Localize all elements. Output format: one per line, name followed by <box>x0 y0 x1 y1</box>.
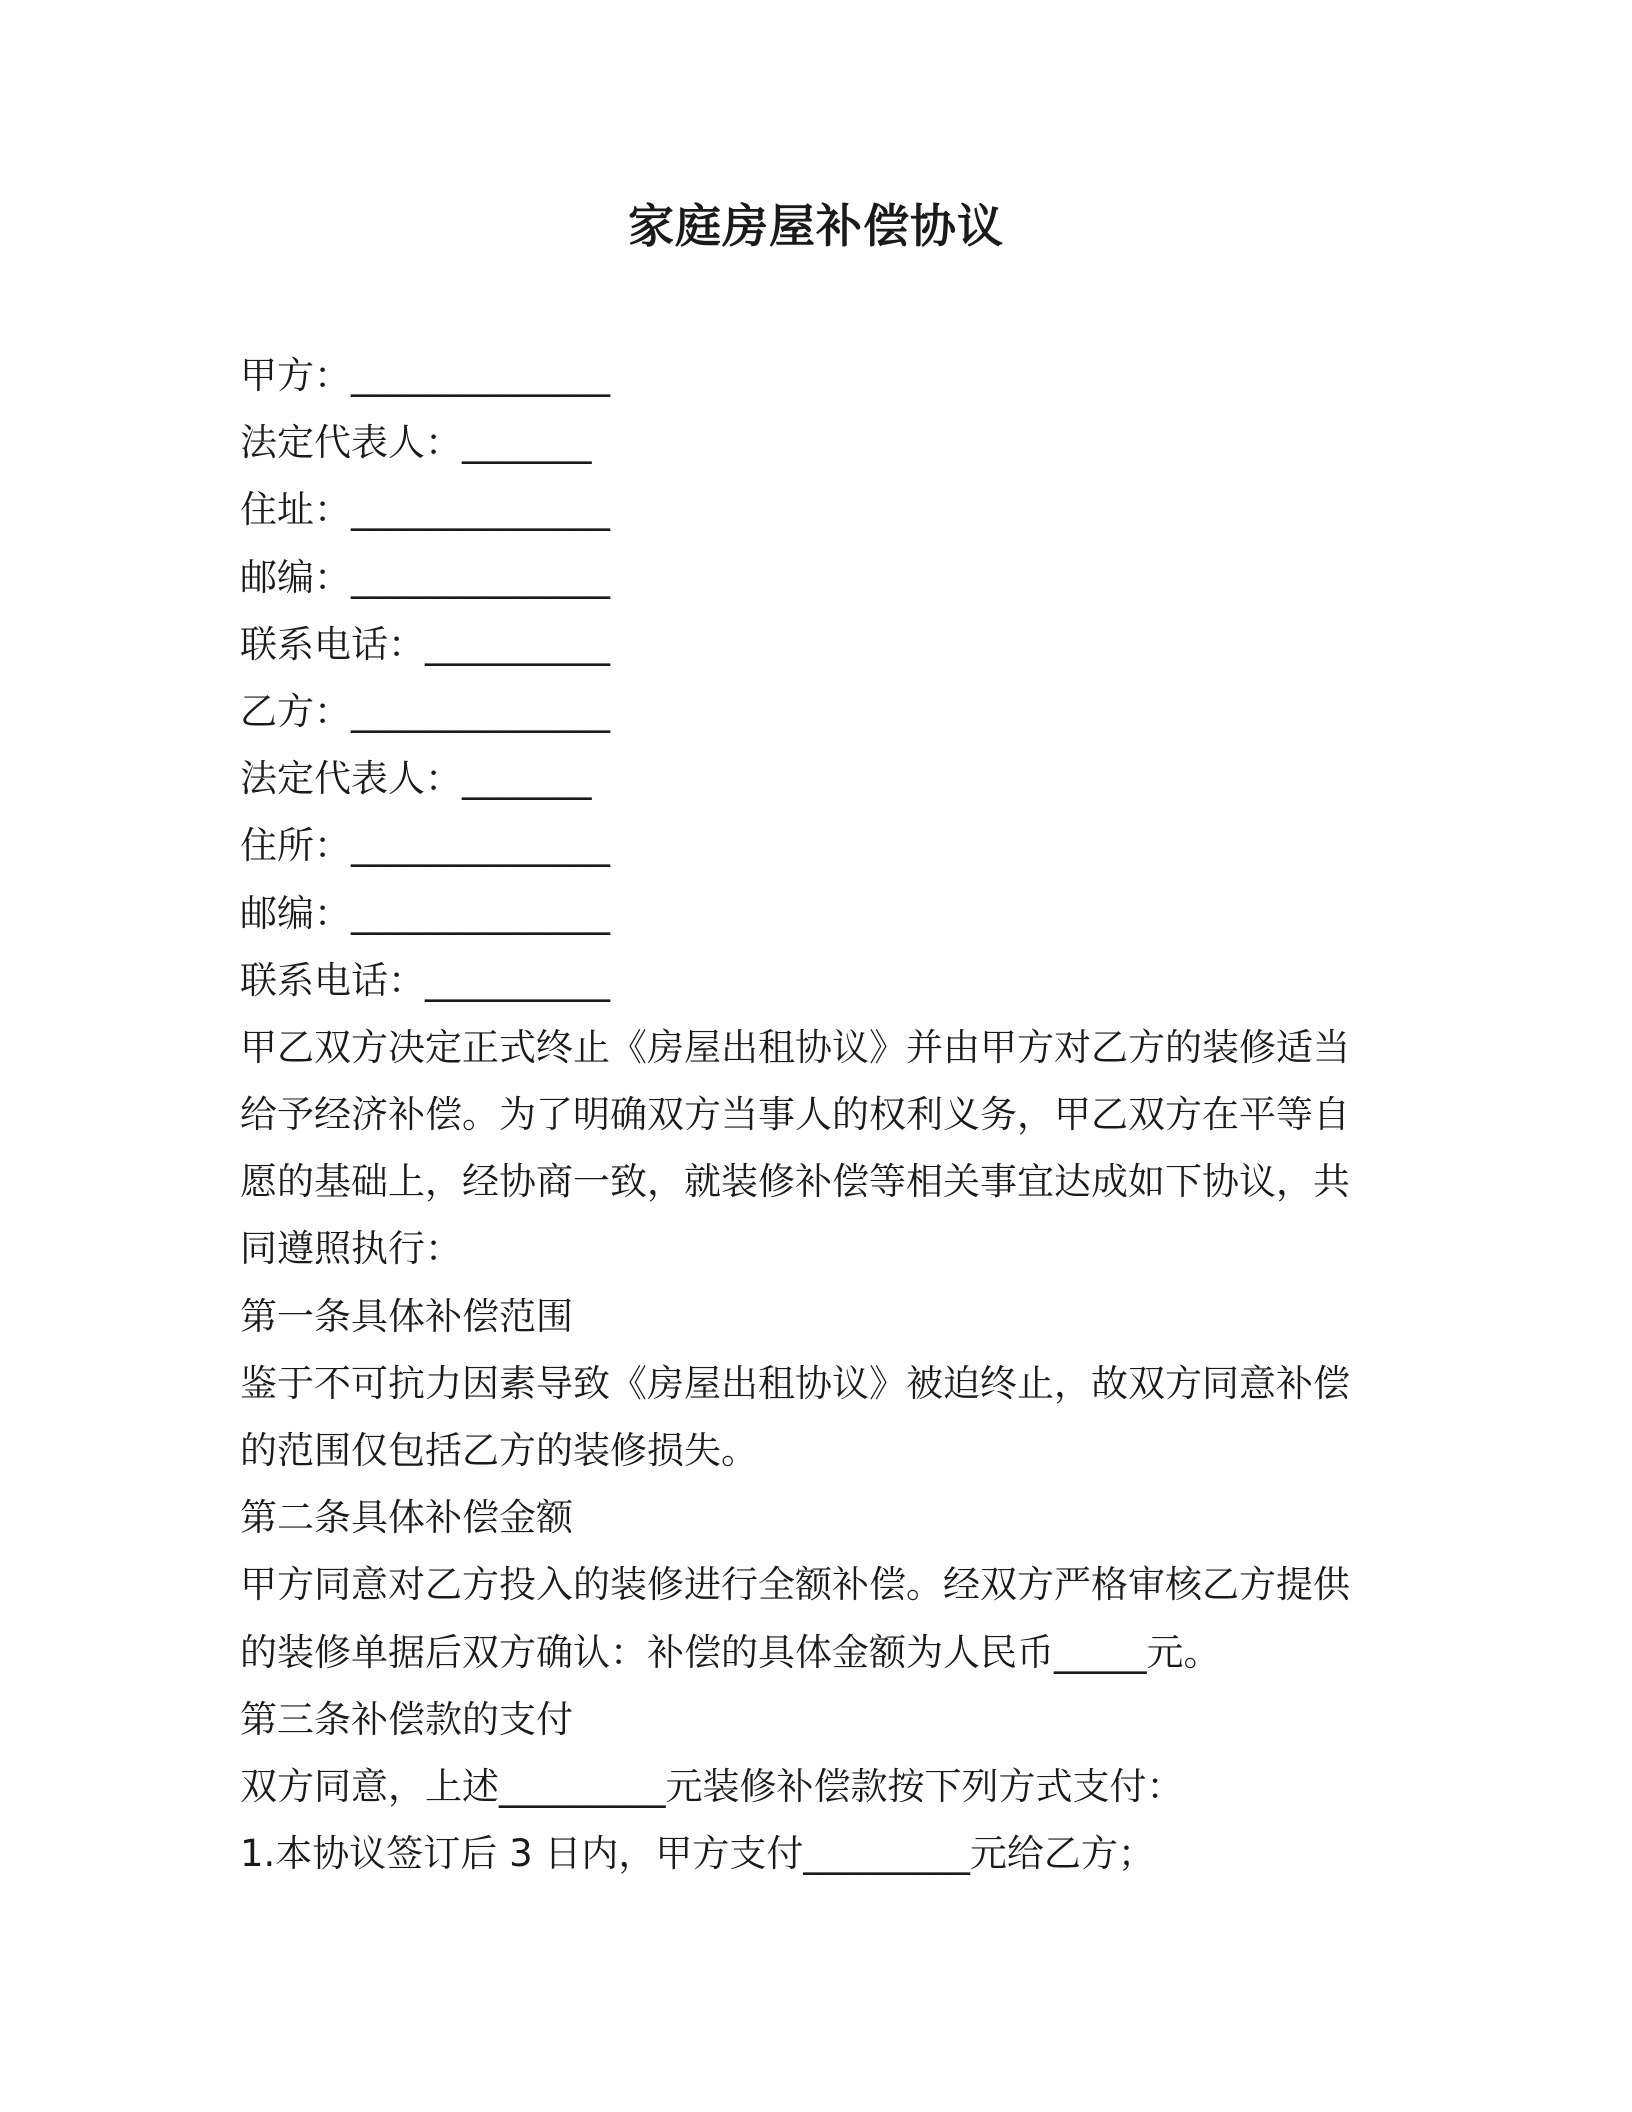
article-2-line: 甲方同意对乙方投入的装修进行全额补偿。经双方严格审核乙方提供 <box>240 1563 1350 1607</box>
preamble-line: 同遵照执行： <box>240 1227 462 1271</box>
party-b-legal-rep: 法定代表人：_______ <box>240 757 592 801</box>
party-a-postcode: 邮编：______________ <box>240 555 610 599</box>
article-3-heading: 第三条补偿款的支付 <box>240 1697 573 1741</box>
party-a-phone: 联系电话：__________ <box>240 622 610 666</box>
party-a-address: 住址：______________ <box>240 488 610 532</box>
article-3-intro: 双方同意，上述_________元装修补偿款按下列方式支付： <box>240 1764 1184 1808</box>
document-title: 家庭房屋补偿协议 <box>628 199 1004 253</box>
party-b-postcode: 邮编：______________ <box>240 891 610 935</box>
article-1-heading: 第一条具体补偿范围 <box>240 1294 573 1338</box>
article-3-item: 1.本协议签订后 3 日内，甲方支付_________元给乙方； <box>240 1832 1155 1876</box>
party-b-name: 乙方：______________ <box>240 689 610 733</box>
preamble-line: 甲乙双方决定正式终止《房屋出租协议》并由甲方对乙方的装修适当 <box>240 1025 1350 1069</box>
party-a-legal-rep: 法定代表人：_______ <box>240 421 592 465</box>
document-body <box>240 342 1360 1887</box>
preamble-line: 给予经济补偿。为了明确双方当事人的权利义务，甲乙双方在平等自 <box>240 1093 1350 1137</box>
party-a-name: 甲方：______________ <box>240 354 610 397</box>
party-b-address: 住所：______________ <box>240 824 610 868</box>
article-1-line: 鉴于不可抗力因素导致《房屋出租协议》被迫终止，故双方同意补偿 <box>240 1361 1350 1405</box>
party-b-phone: 联系电话：__________ <box>240 958 610 1002</box>
article-1-line: 的范围仅包括乙方的装修损失。 <box>240 1429 758 1472</box>
article-2-heading: 第二条具体补偿金额 <box>240 1496 573 1540</box>
preamble-line: 愿的基础上，经协商一致，就装修补偿等相关事宜达成如下协议，共 <box>240 1160 1350 1204</box>
article-2-line: 的装修单据后双方确认：补偿的具体金额为人民币_____元。 <box>240 1630 1221 1674</box>
